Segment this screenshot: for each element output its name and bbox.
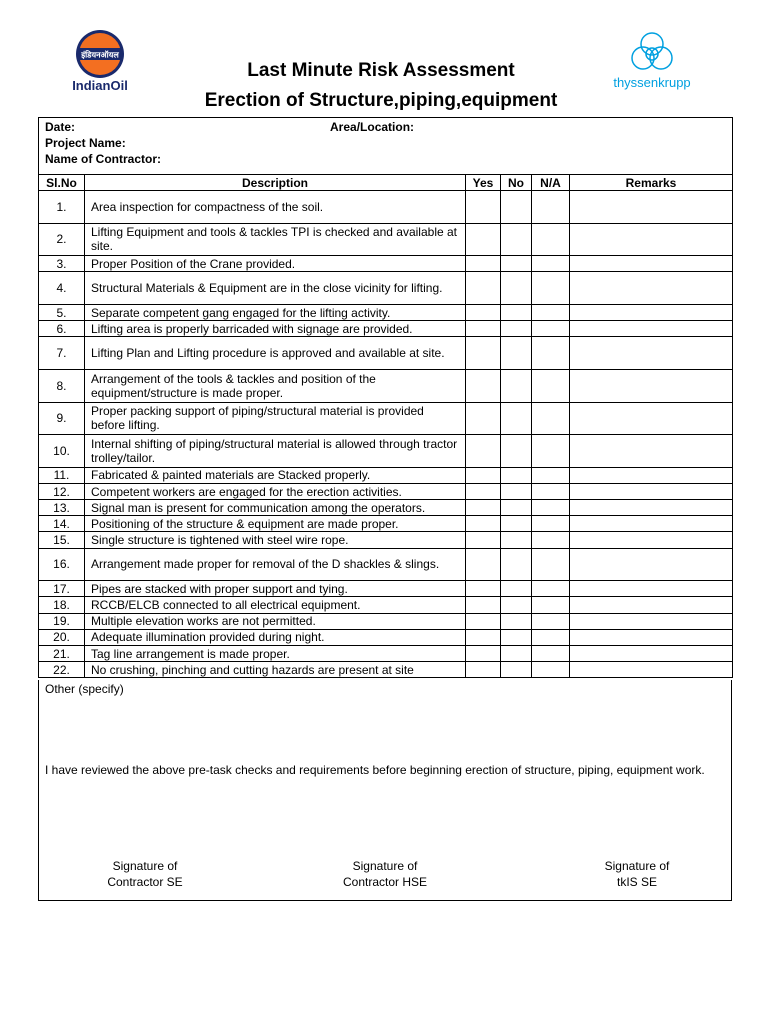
- row-description: Lifting Plan and Lifting procedure is approved and available at site.: [85, 337, 466, 370]
- remarks-cell[interactable]: [570, 223, 733, 256]
- no-cell[interactable]: [501, 337, 532, 370]
- no-cell[interactable]: [501, 435, 532, 468]
- col-no: No: [501, 175, 532, 191]
- signature-role: Contractor SE: [107, 875, 183, 889]
- contractor-name-label: Name of Contractor:: [45, 152, 162, 166]
- row-number: 8.: [39, 369, 85, 402]
- na-cell[interactable]: [532, 369, 570, 402]
- yes-cell[interactable]: [466, 191, 501, 224]
- row-number: 6.: [39, 321, 85, 337]
- na-cell[interactable]: [532, 629, 570, 645]
- na-cell[interactable]: [532, 321, 570, 337]
- row-description: Structural Materials & Equipment are in the close vicinity for lifting.: [85, 272, 466, 305]
- other-specify-label: Other (specify): [45, 682, 124, 696]
- na-cell[interactable]: [532, 223, 570, 256]
- table-row: [39, 483, 733, 499]
- row-number: 9.: [39, 402, 85, 435]
- remarks-cell[interactable]: [570, 548, 733, 581]
- row-number: 11.: [39, 467, 85, 483]
- no-cell[interactable]: [501, 223, 532, 256]
- yes-cell[interactable]: [466, 304, 501, 320]
- yes-cell[interactable]: [466, 369, 501, 402]
- yes-cell[interactable]: [466, 597, 501, 613]
- table-row: [39, 256, 733, 272]
- na-cell[interactable]: [532, 435, 570, 468]
- table-row: [39, 516, 733, 532]
- na-cell[interactable]: [532, 402, 570, 435]
- remarks-cell[interactable]: [570, 337, 733, 370]
- na-cell[interactable]: [532, 613, 570, 629]
- row-description: Lifting Equipment and tools & tackles TPI is checked and available at site.: [85, 223, 466, 256]
- row-description: Fabricated & painted materials are Stacked properly.: [85, 467, 466, 483]
- row-number: 3.: [39, 256, 85, 272]
- row-description: Signal man is present for communication among the operators.: [85, 500, 466, 516]
- row-number: 18.: [39, 597, 85, 613]
- row-number: 15.: [39, 532, 85, 548]
- row-description: Proper packing support of piping/structural material is provided before lifting.: [85, 402, 466, 435]
- indianoil-hindi-text: इंडियनऑयल: [81, 50, 119, 60]
- row-description: Tag line arrangement is made proper.: [85, 646, 466, 662]
- remarks-cell[interactable]: [570, 191, 733, 224]
- no-cell[interactable]: [501, 321, 532, 337]
- row-description: Arrangement of the tools & tackles and position of the equipment/structure is made proper.: [85, 369, 466, 402]
- no-cell[interactable]: [501, 256, 532, 272]
- signature-contractor-hse: [315, 858, 455, 890]
- table-row: [39, 532, 733, 548]
- remarks-cell[interactable]: [570, 467, 733, 483]
- table-row: [39, 629, 733, 645]
- no-cell[interactable]: [501, 500, 532, 516]
- table-row: [39, 548, 733, 581]
- table-row: [39, 662, 733, 678]
- na-cell[interactable]: [532, 548, 570, 581]
- no-cell[interactable]: [501, 662, 532, 678]
- no-cell[interactable]: [501, 483, 532, 499]
- row-number: 1.: [39, 191, 85, 224]
- table-row: [39, 581, 733, 597]
- date-label: Date:: [45, 120, 76, 134]
- no-cell[interactable]: [501, 369, 532, 402]
- row-number: 22.: [39, 662, 85, 678]
- table-row: [39, 272, 733, 305]
- col-slno: Sl.No: [39, 175, 85, 191]
- indianoil-logo-text: IndianOil: [72, 78, 128, 93]
- yes-cell[interactable]: [466, 483, 501, 499]
- remarks-cell[interactable]: [570, 516, 733, 532]
- remarks-cell[interactable]: [570, 402, 733, 435]
- remarks-cell[interactable]: [570, 483, 733, 499]
- row-number: 2.: [39, 223, 85, 256]
- table-row: [39, 467, 733, 483]
- no-cell[interactable]: [501, 646, 532, 662]
- na-cell[interactable]: [532, 597, 570, 613]
- row-description: Separate competent gang engaged for the lifting activity.: [85, 304, 466, 320]
- table-row: [39, 646, 733, 662]
- na-cell[interactable]: [532, 662, 570, 678]
- row-number: 21.: [39, 646, 85, 662]
- remarks-cell[interactable]: [570, 597, 733, 613]
- no-cell[interactable]: [501, 516, 532, 532]
- yes-cell[interactable]: [466, 467, 501, 483]
- checklist-table: [38, 117, 733, 678]
- row-description: RCCB/ELCB connected to all electrical equipment.: [85, 597, 466, 613]
- row-number: 16.: [39, 548, 85, 581]
- na-cell[interactable]: [532, 337, 570, 370]
- remarks-cell[interactable]: [570, 581, 733, 597]
- signature-contractor-se: [75, 858, 215, 890]
- na-cell[interactable]: [532, 483, 570, 499]
- row-description: Adequate illumination provided during night.: [85, 629, 466, 645]
- row-number: 20.: [39, 629, 85, 645]
- na-cell[interactable]: [532, 500, 570, 516]
- yes-cell[interactable]: [466, 321, 501, 337]
- remarks-cell[interactable]: [570, 321, 733, 337]
- na-cell[interactable]: [532, 304, 570, 320]
- row-number: 4.: [39, 272, 85, 305]
- table-row: [39, 613, 733, 629]
- document-subtitle: Erection of Structure,piping,equipment: [204, 90, 558, 111]
- yes-cell[interactable]: [466, 613, 501, 629]
- remarks-cell[interactable]: [570, 369, 733, 402]
- document-title: Last Minute Risk Assessment: [247, 60, 515, 81]
- row-number: 14.: [39, 516, 85, 532]
- row-description: Lifting area is properly barricaded with signage are provided.: [85, 321, 466, 337]
- thyssenkrupp-logo-text: thyssenkrupp: [613, 75, 691, 90]
- review-statement: I have reviewed the above pre-task checks and requirements before beginning erection of structure, piping, equipment work.: [45, 763, 705, 777]
- col-na: N/A: [532, 175, 570, 191]
- area-location-label: Area/Location:: [330, 120, 415, 134]
- signature-label: Signature of: [604, 859, 670, 873]
- yes-cell[interactable]: [466, 646, 501, 662]
- no-cell[interactable]: [501, 597, 532, 613]
- no-cell[interactable]: [501, 548, 532, 581]
- no-cell[interactable]: [501, 532, 532, 548]
- row-description: Arrangement made proper for removal of the D shackles & slings.: [85, 548, 466, 581]
- remarks-cell[interactable]: [570, 304, 733, 320]
- signature-label: Signature of: [352, 859, 418, 873]
- table-row: [39, 402, 733, 435]
- row-number: 5.: [39, 304, 85, 320]
- remarks-cell[interactable]: [570, 272, 733, 305]
- row-description: Single structure is tightened with steel wire rope.: [85, 532, 466, 548]
- row-description: Internal shifting of piping/structural material is allowed through tractor trolley/tailor.: [85, 435, 466, 468]
- remarks-cell[interactable]: [570, 435, 733, 468]
- table-row: [39, 369, 733, 402]
- row-description: Area inspection for compactness of the soil.: [85, 191, 466, 224]
- yes-cell[interactable]: [466, 256, 501, 272]
- remarks-cell[interactable]: [570, 613, 733, 629]
- na-cell[interactable]: [532, 516, 570, 532]
- table-header-row: [39, 175, 733, 191]
- yes-cell[interactable]: [466, 272, 501, 305]
- no-cell[interactable]: [501, 581, 532, 597]
- remarks-cell[interactable]: [570, 532, 733, 548]
- yes-cell[interactable]: [466, 500, 501, 516]
- remarks-cell[interactable]: [570, 500, 733, 516]
- yes-cell[interactable]: [466, 532, 501, 548]
- signature-role: tkIS SE: [616, 875, 657, 889]
- signature-tkis-se: [567, 858, 707, 890]
- na-cell[interactable]: [532, 646, 570, 662]
- row-description: No crushing, pinching and cutting hazards are present at site: [85, 662, 466, 678]
- na-cell[interactable]: [532, 191, 570, 224]
- row-description: Competent workers are engaged for the erection activities.: [85, 483, 466, 499]
- col-remarks: Remarks: [570, 175, 733, 191]
- table-row: [39, 321, 733, 337]
- table-row: [39, 337, 733, 370]
- yes-cell[interactable]: [466, 581, 501, 597]
- yes-cell[interactable]: [466, 662, 501, 678]
- na-cell[interactable]: [532, 467, 570, 483]
- table-row: [39, 500, 733, 516]
- thyssenkrupp-logo: [626, 30, 678, 78]
- no-cell[interactable]: [501, 272, 532, 305]
- yes-cell[interactable]: [466, 402, 501, 435]
- col-description: Description: [85, 175, 466, 191]
- remarks-cell[interactable]: [570, 662, 733, 678]
- no-cell[interactable]: [501, 402, 532, 435]
- table-row: [39, 435, 733, 468]
- na-cell[interactable]: [532, 272, 570, 305]
- no-cell[interactable]: [501, 304, 532, 320]
- row-description: Multiple elevation works are not permitted.: [85, 613, 466, 629]
- no-cell[interactable]: [501, 467, 532, 483]
- na-cell[interactable]: [532, 532, 570, 548]
- row-number: 7.: [39, 337, 85, 370]
- table-row: [39, 191, 733, 224]
- yes-cell[interactable]: [466, 337, 501, 370]
- table-row: [39, 304, 733, 320]
- yes-cell[interactable]: [466, 548, 501, 581]
- yes-cell[interactable]: [466, 435, 501, 468]
- row-number: 12.: [39, 483, 85, 499]
- table-row: [39, 597, 733, 613]
- table-row: [39, 223, 733, 256]
- na-cell[interactable]: [532, 256, 570, 272]
- no-cell[interactable]: [501, 191, 532, 224]
- row-description: Pipes are stacked with proper support and tying.: [85, 581, 466, 597]
- col-yes: Yes: [466, 175, 501, 191]
- no-cell[interactable]: [501, 613, 532, 629]
- checklist-rows: [39, 191, 733, 678]
- remarks-cell[interactable]: [570, 629, 733, 645]
- signature-label: Signature of: [112, 859, 178, 873]
- row-number: 13.: [39, 500, 85, 516]
- project-name-label: Project Name:: [45, 136, 126, 150]
- signature-role: Contractor HSE: [342, 875, 428, 889]
- form-header-fields: [39, 118, 733, 175]
- no-cell[interactable]: [501, 629, 532, 645]
- remarks-cell[interactable]: [570, 256, 733, 272]
- row-number: 19.: [39, 613, 85, 629]
- row-description: Positioning of the structure & equipment are made proper.: [85, 516, 466, 532]
- row-number: 17.: [39, 581, 85, 597]
- na-cell[interactable]: [532, 581, 570, 597]
- yes-cell[interactable]: [466, 223, 501, 256]
- row-description: Proper Position of the Crane provided.: [85, 256, 466, 272]
- remarks-cell[interactable]: [570, 646, 733, 662]
- yes-cell[interactable]: [466, 516, 501, 532]
- yes-cell[interactable]: [466, 629, 501, 645]
- row-number: 10.: [39, 435, 85, 468]
- footer-section: [38, 680, 732, 901]
